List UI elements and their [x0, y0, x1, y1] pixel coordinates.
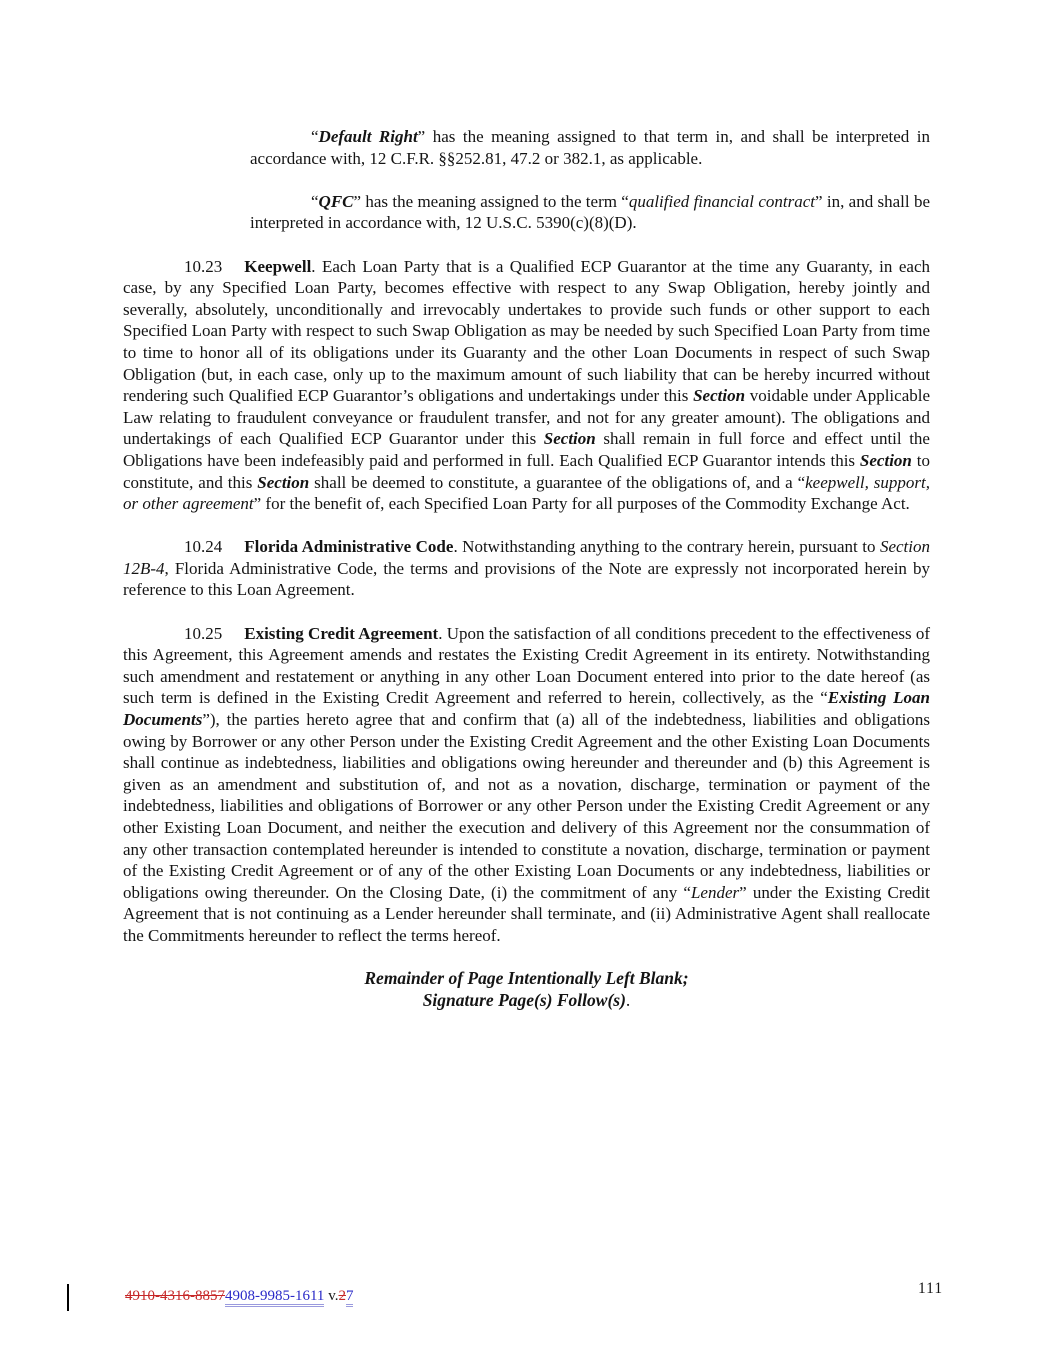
text-run: QFC: [318, 191, 354, 211]
version-deleted: 2: [338, 1288, 346, 1304]
text-run: Florida Administrative Code: [244, 537, 454, 557]
text-run: “: [311, 127, 319, 146]
text-run: Section: [257, 472, 310, 492]
text-run: ” has the meaning assigned to the term “: [353, 191, 629, 211]
text-run: ”), the parties hereto agree that and confirm that (a) all of the indebtedness, liabilities and obligations owing by Borrower or any other Person under the Existing Credit Agreement and the other Existing Loan Documents shall continue as indebtedness, liabilities and obligations owing hereunder and thereunder and (b) this Agreement is given as an amendment and substitution of, and not as a novation, discharge, termination or payment of the indebtedness, liabilities and obligations of Borrower or any other Person under the Existing Credit Agreement or any other Existing Loan Document, and neither the execution and delivery of this Agreement nor the consummation of any other transaction contemplated hereunder is intended to constitute a novation, discharge, termination or payment of the Existing Credit Agreement or of any of the other Existing Loan Documents or any indebtedness, liabilities or obligations owing thereunder. On the Closing Date, (i) the commitment of any “: [123, 710, 930, 902]
paragraph-remainder-blank-notice: [123, 968, 930, 990]
text-run: ” under the Existing Credit Agreement that is not continuing as a Lender hereunder shall terminate, and (ii) Administrative Agent shall reallocate the Commitments hereunder to reflect the terms hereof.: [123, 882, 930, 945]
document-id-stamp: [125, 1287, 353, 1306]
text-run: 10.25: [184, 623, 223, 643]
paragraph-signature-pages-notice: [123, 990, 930, 1012]
page-footer: [0, 1276, 1055, 1346]
text-run: Section: [693, 386, 746, 406]
doc-id-deleted: 4910-4316-8857: [125, 1288, 225, 1304]
text-run: Section 12B-4: [123, 537, 930, 578]
text-run: Signature Page(s) Follow(s): [422, 989, 626, 1010]
version-inserted: 7: [346, 1288, 354, 1307]
text-run: .: [625, 989, 631, 1010]
text-run: qualified financial contract: [628, 191, 815, 211]
text-run: ” for the benefit of, each Specified Loan Party for all purposes of the Commodity Exchange Act.: [253, 494, 910, 514]
text-run: . Upon the satisfaction of all conditions precedent to the effectiveness of this Agreement, this Agreement amends and restates the Existing Credit Agreement in its entirety. Notwithstanding such amendment and restatement or anything in any other Loan Document entered into prior to the date hereof (as such term is defined in the Existing Credit Agreement and referred to herein, collectively, as the “: [123, 623, 931, 708]
text-run: shall be deemed to constitute, a guarantee of the obligations of, and a “: [309, 472, 806, 492]
text-run: Existing Loan Documents: [123, 688, 930, 730]
paragraph-definition-default-right: [250, 126, 930, 169]
text-run: Default Right: [318, 127, 418, 146]
text-run: . Each Loan Party that is a Qualified ECP Guarantor at the time any Guaranty, in each case, by any Specified Loan Party, becomes effective with respect to any Swap Obligation, hereby jointly and severally, absolutely, unconditionally and irrevocably undertakes to provide such funds or other support to each Specified Loan Party with respect to such Swap Obligation as may be needed by such Specified Loan Party from time to time to honor all of its obligations under its Guaranty and the other Loan Documents in respect of such Swap Obligation (but, in each case, only up to the maximum amount of such liability that can be hereby incurred without rendering such Qualified ECP Guarantor’s obligations and undertakings under this: [123, 256, 930, 406]
text-run: , Florida Administrative Code, the terms and provisions of the Note are expressly not incorporated herein by reference to this Loan Agreement.: [123, 558, 930, 600]
text-run: Existing Credit Agreement: [244, 623, 439, 643]
paragraph-section-10-24-florida-code: [123, 536, 930, 601]
text-run: Keepwell: [244, 256, 312, 276]
doc-id-inserted: 4908-9985-1611: [225, 1288, 324, 1307]
text-run: ” has the meaning assigned to that term in, and shall be interpreted in accordance with, 12 C.F.R. §§252.81, 47.2 or 382.1, as applicable.: [250, 127, 931, 168]
text-run: keepwell, support, or other agreement: [123, 472, 930, 514]
page-number: 111: [918, 1280, 944, 1297]
paragraph-section-10-25-existing-credit-agreement: [123, 623, 930, 947]
text-run: 10.23: [184, 256, 223, 276]
text-run: 10.24: [184, 537, 223, 557]
text-run: “: [311, 191, 319, 211]
version-prefix: v.: [324, 1288, 339, 1304]
text-run: Lender: [690, 882, 740, 902]
text-run: ” in, and shall be interpreted in accordance with, 12 U.S.C. 5390(c)(8)(D).: [250, 191, 930, 233]
text-run: voidable under Applicable Law relating to fraudulent conveyance or fraudulent transfer, and not for any greater amount). The obligations and undertakings of each Qualified ECP Guarantor under this: [123, 386, 931, 449]
revision-change-bar: [67, 1284, 69, 1311]
text-run: . Notwithstanding anything to the contrary herein, pursuant to: [453, 537, 880, 557]
text-run: Remainder of Page Intentionally Left Blank;: [364, 968, 689, 989]
text-run: Section: [859, 450, 912, 470]
text-run: Section: [543, 429, 596, 449]
text-run: to constitute, and this: [123, 450, 930, 492]
paragraph-definition-qfc: [250, 191, 930, 234]
paragraph-section-10-23-keepwell: [123, 256, 930, 515]
text-run: shall remain in full force and effect until the Obligations have been indefeasibly paid and performed in full. Each Qualified ECP Guarantor intends this: [123, 429, 930, 470]
